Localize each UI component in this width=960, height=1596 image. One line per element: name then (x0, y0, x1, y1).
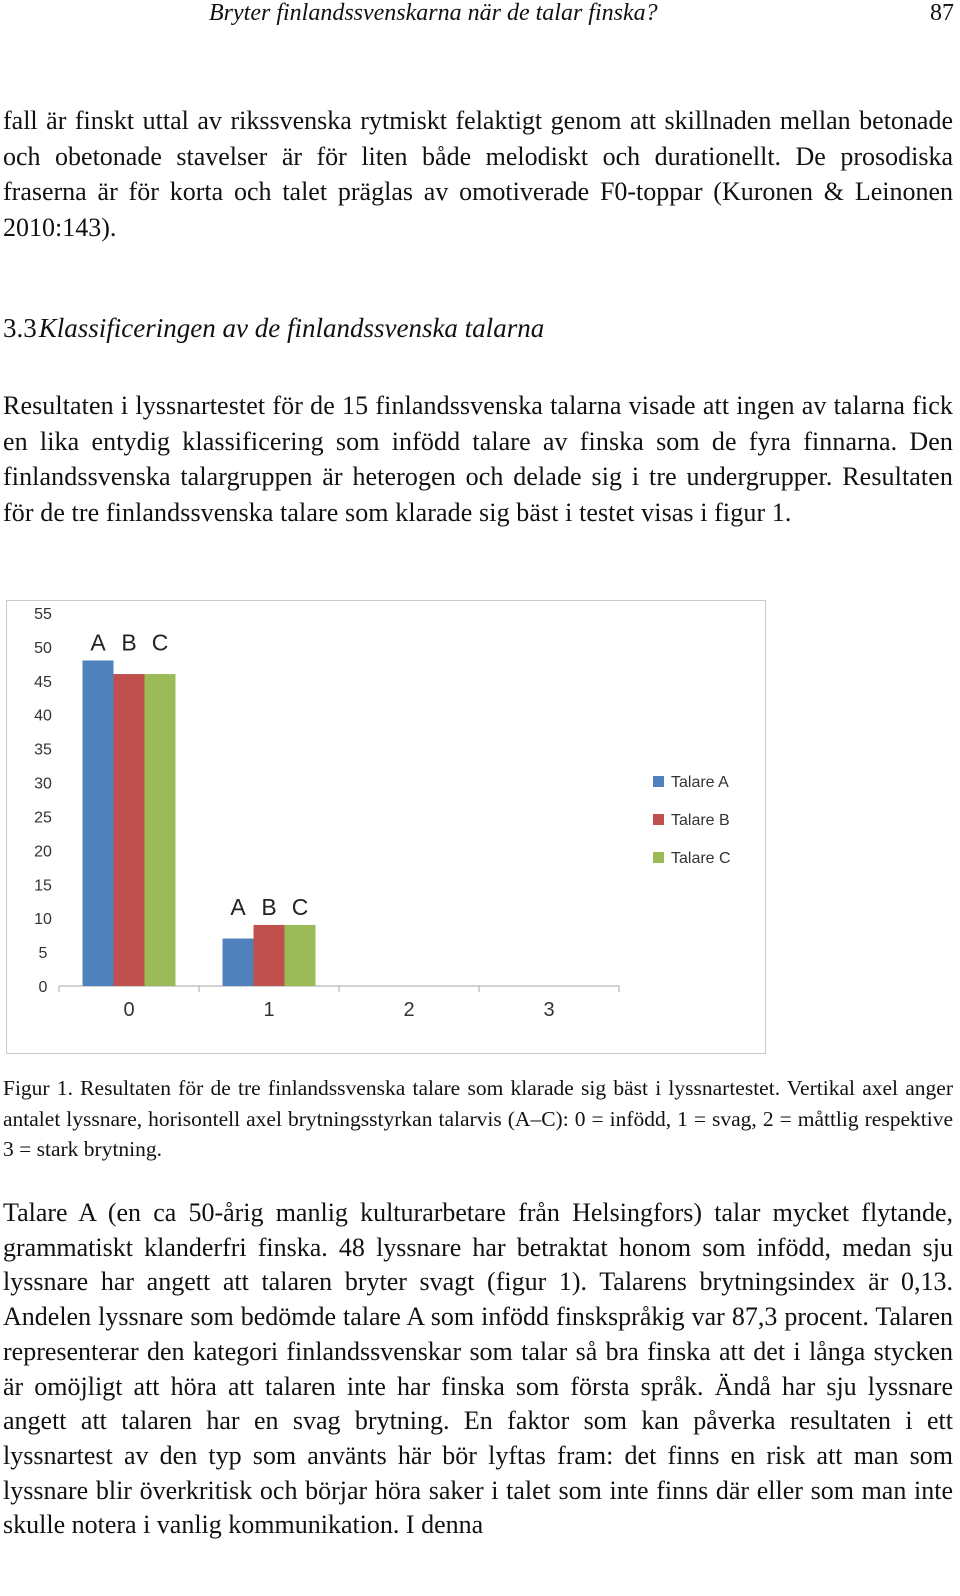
bar-a-0 (83, 660, 114, 986)
bar-letter-label: B (261, 893, 277, 920)
bar-letter-label: A (90, 629, 106, 656)
y-tick-label: 10 (34, 911, 52, 929)
bar-b-1 (254, 925, 285, 986)
y-tick-label: 55 (34, 606, 52, 623)
y-tick-label: 35 (34, 741, 52, 759)
x-tick-label: 1 (263, 999, 275, 1021)
bar-letter-label: B (121, 629, 137, 656)
bar-a-1 (223, 939, 254, 986)
y-tick-label: 50 (34, 639, 52, 657)
legend-label: Talare A (671, 774, 729, 791)
legend-swatch (653, 814, 664, 825)
y-tick-label: 25 (34, 809, 52, 827)
bar-letter-label: C (291, 893, 309, 920)
bar-chart-svg (7, 601, 765, 1053)
section-title: Klassificeringen av de finlandssvenska talarna (38, 313, 545, 343)
running-title: Bryter finlandssvenskarna när de talar finska? (209, 0, 658, 26)
x-tick-label: 0 (123, 999, 135, 1021)
y-tick-label: 45 (34, 673, 52, 691)
paragraph-3: Talare A (en ca 50-årig manlig kulturarbetare från Helsingfors) talar mycket flytande, grammatiskt klanderfri finska. 48 lyssnare har betraktat honom som infödd, medan sju lyssnare har angett att talaren bryter svagt (figur 1). Talarens brytningsindex är 0,13. Andelen lyssnare som bedömde talare A som infödd finskspråkig var 87,3 procent. Talaren representerar den kategori finlandssvenskar som talar så bra finska att det i långa stycken är omöjligt att höra att talaren inte har finska som första språk. Ändå har sju lyssnare angett att talaren har en svag brytning. En faktor som kan påverka resultaten i ett lyssnartest av den typ som använts här bör lyftas fram: det finns en risk att man som lyssnare blir överkritisk och börjar höra saker i talet som inte finns där eller som man inte skulle notera i vanlig kommunikation. I denna (3, 1198, 953, 1540)
bar-c-0 (145, 674, 176, 986)
x-tick-label: 2 (403, 999, 415, 1021)
section-heading (3, 313, 544, 344)
bar-letter-label: A (230, 893, 246, 920)
bar-c-1 (285, 925, 316, 986)
legend-swatch (653, 852, 664, 863)
y-tick-label: 5 (38, 945, 48, 963)
y-tick-label: 20 (34, 843, 52, 861)
section-number: 3.3 (3, 313, 37, 343)
legend-label: Talare B (671, 812, 730, 829)
y-tick-label: 15 (34, 877, 52, 895)
paragraph-1: fall är finskt uttal av rikssvenska rytmiskt felaktigt genom att skillnaden mellan betonade och obetonade stavelser är för liten både melodiskt och durationellt. De prosodiska fraserna är för korta och talet präglas av omotiverade F0-toppar (Kuronen & Leinonen 2010:143). (3, 106, 953, 243)
x-tick-label: 3 (543, 999, 555, 1021)
legend-swatch (653, 776, 664, 787)
paragraph-2: Resultaten i lyssnartestet för de 15 finlandssvenska talarna visade att ingen av talarna fick en lika entydig klassificering som infödd talare av finska som de fyra finnarna. Den finlandssvenska talargruppen är heterogen och delade sig i tre undergrupper. Resultaten för de tre finlandssvenska talare som klarade sig bäst i testet visas i figur 1. (3, 391, 953, 528)
bar-letter-label: C (151, 629, 169, 656)
bar-b-0 (114, 674, 145, 986)
y-tick-label: 40 (34, 707, 52, 725)
legend-label: Talare C (671, 850, 731, 867)
running-header (0, 0, 956, 34)
y-tick-label: 30 (34, 775, 52, 793)
y-tick-label: 0 (38, 979, 48, 996)
page-number: 87 (930, 0, 954, 26)
bar-chart (6, 600, 766, 1054)
figure-caption: Figur 1. Resultaten för de tre finlandssvenska talare som klarade sig bäst i lyssnartestet. Vertikal axel anger antalet lyssnare, horisontell axel brytningsstyrkan talarvis (A–C): 0 = infödd, 1 = svag, 2 = måttlig respektive 3 = stark brytning. (3, 1076, 953, 1161)
